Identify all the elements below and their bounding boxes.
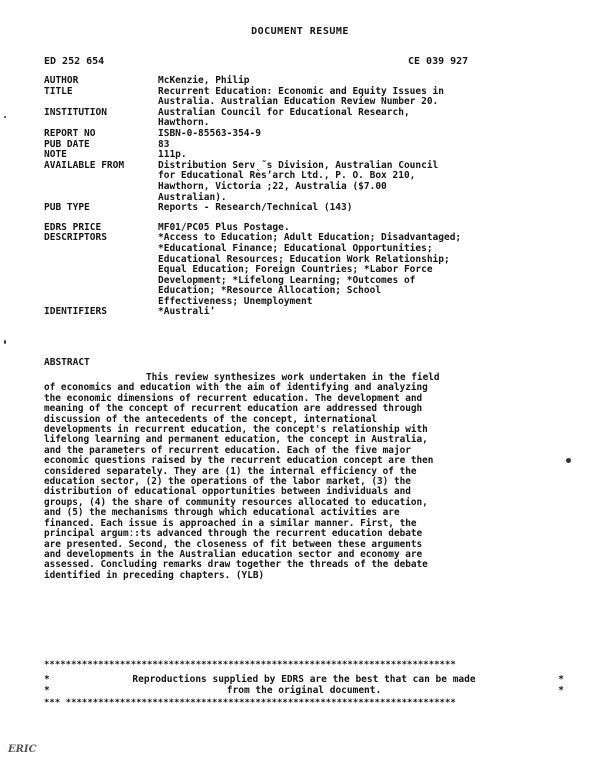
field-label: AUTHOR [44,75,79,86]
notice-marker: * [44,685,50,696]
field-value [158,161,564,203]
field-value [158,233,564,307]
field-report-no [44,129,564,140]
abstract-line: principal argumː:ts advanced through the recurrent education debate [44,528,423,540]
notice-marker: * [558,685,564,696]
eric-logo [8,744,37,764]
notice-line [44,674,564,685]
abstract-line: are presented. Second, the closeness of fit between these arguments [44,538,423,550]
abstract-line: and the parameters of recurrent education. Each of the five major [44,444,411,456]
field-line: Australian). [158,191,227,203]
abstract-line: considered separately. They are (1) the internal efficiency of the [44,465,417,477]
notice-marker: * [558,674,564,685]
eric-logo-text: ERIC [8,744,37,755]
field-identifiers [44,307,564,318]
field-available-from [44,161,564,203]
field-descriptors [44,233,564,307]
abstract-line: discussion of the antecedents of the concept, international [44,413,378,425]
field-label: INSTITUTION [44,106,107,118]
field-label: DESCRIPTORS [44,232,107,244]
scan-speck [4,340,6,344]
field-label: PUB DATE [44,138,90,150]
field-line: *Access to Education; Adult Education; Disadvantaged; [158,232,462,244]
ed-number: ED 252 654 [44,56,105,67]
abstract-line: economic questions raised by the recurrent education concept are then [44,455,434,467]
field-line: Australian Council for Educational Research, [158,106,410,118]
abstract-line: developments in recurrent education, the concept's relationship with [44,424,428,436]
field-value [158,129,564,140]
abstract-line: lifelong learning and permanent education, the concept in Australia, [44,434,428,446]
field-line: *Australi’ [158,306,216,318]
field-line: for Educational Res’arch Ltd., P. O. Box 210, [158,170,416,182]
field-value [158,76,564,87]
field-line: *Educational Finance; Educational Opportunities; [158,242,433,254]
field-author [44,76,564,87]
scan-speck [4,116,6,118]
field-line: Hawthorn, Victoria ;22, Australia ($7.00 [158,180,387,192]
field-line: Recurrent Education: Economic and Equity Issues in [158,85,444,97]
notice-text: from the original document. [226,685,382,696]
star-border-bottom: *** ************************************************************************ [44,698,456,708]
field-line: 111p. [158,149,187,161]
abstract-line: financed. Each issue is approached in a similar manner. First, the [44,517,417,529]
scan-speck [566,458,571,463]
field-label: EDRS PRICE [44,221,102,233]
field-value [158,307,564,318]
reproduction-notice [44,674,564,696]
field-value [158,203,564,214]
abstract-heading: ABSTRACT [44,357,90,368]
abstract-body [44,373,544,581]
field-line: Distribution Servˎ˝s Division, Australian Council [158,159,439,171]
field-line: Development; *Lifelong Learning; *Outcomes of [158,274,416,286]
document-title: DOCUMENT RESUME [251,26,349,37]
metadata-fields [44,76,564,318]
abstract-line: identified in preceding chapters. (YLB) [44,569,265,581]
field-label: PUB TYPE [44,202,90,214]
abstract-line: of economics and education with the aim of identifying and analyzing [44,382,428,394]
abstract-line: This review synthesizes work undertaken in the field [146,372,440,383]
field-line: Education; *Resource Allocation; School [158,285,382,297]
field-institution [44,108,564,129]
abstract-line: and developments in the Australian education sector and economy are [44,548,423,560]
field-line: Effectiveness; Unemployment [158,295,313,307]
field-line: MF01/PC05 Plus Postage. [158,221,290,233]
abstract-line: and (5) the mechanisms through which educational activities are [44,507,400,519]
field-title [44,87,564,108]
field-value [158,87,564,108]
field-pub-type [44,203,564,214]
field-line: 83 [158,138,170,150]
abstract-line: assessed. Concluding remarks draw together the threads of the debate [44,559,428,571]
field-line: Australia. Australian Education Review Number 20. [158,96,439,108]
field-value [158,108,564,129]
field-label: IDENTIFIERS [44,306,107,318]
notice-line [44,685,564,696]
abstract-line: education sector, (2) the operations of the labor market, (3) the [44,476,411,488]
star-border-top: **************************************************************************** [44,660,456,670]
field-label: AVAILABLE FROM [44,159,125,171]
field-line: Equal Education; Foreign Countries; *Labor Force [158,264,433,276]
ce-number: CE 039 927 [408,56,469,67]
abstract-line: distribution of educational opportunities between individuals and [44,486,411,498]
field-line: Educational Resources; Education Work Relationship; [158,253,450,265]
abstract-line: groups, (4) the share of community resources allocated to education, [44,496,428,508]
field-pub-date [44,140,564,151]
field-line: Hawthorn. [158,117,210,129]
field-line: ISBN-0-85563-354-9 [158,127,261,139]
field-label: NOTE [44,149,67,161]
notice-marker: * [44,674,50,685]
field-label: TITLE [44,85,73,97]
field-line: McKenzie, Philip [158,75,250,86]
field-value [158,140,564,151]
abstract-line: meaning of the concept of recurrent education are addressed through [44,403,423,415]
abstract-line: the economic dimensions of recurrent education. The development and [44,392,423,404]
field-label: REPORT NO [44,127,96,139]
field-line: Reports - Research/Technical (143) [158,202,353,214]
notice-text: Reproductions supplied by EDRS are the best that can be made [132,674,476,685]
